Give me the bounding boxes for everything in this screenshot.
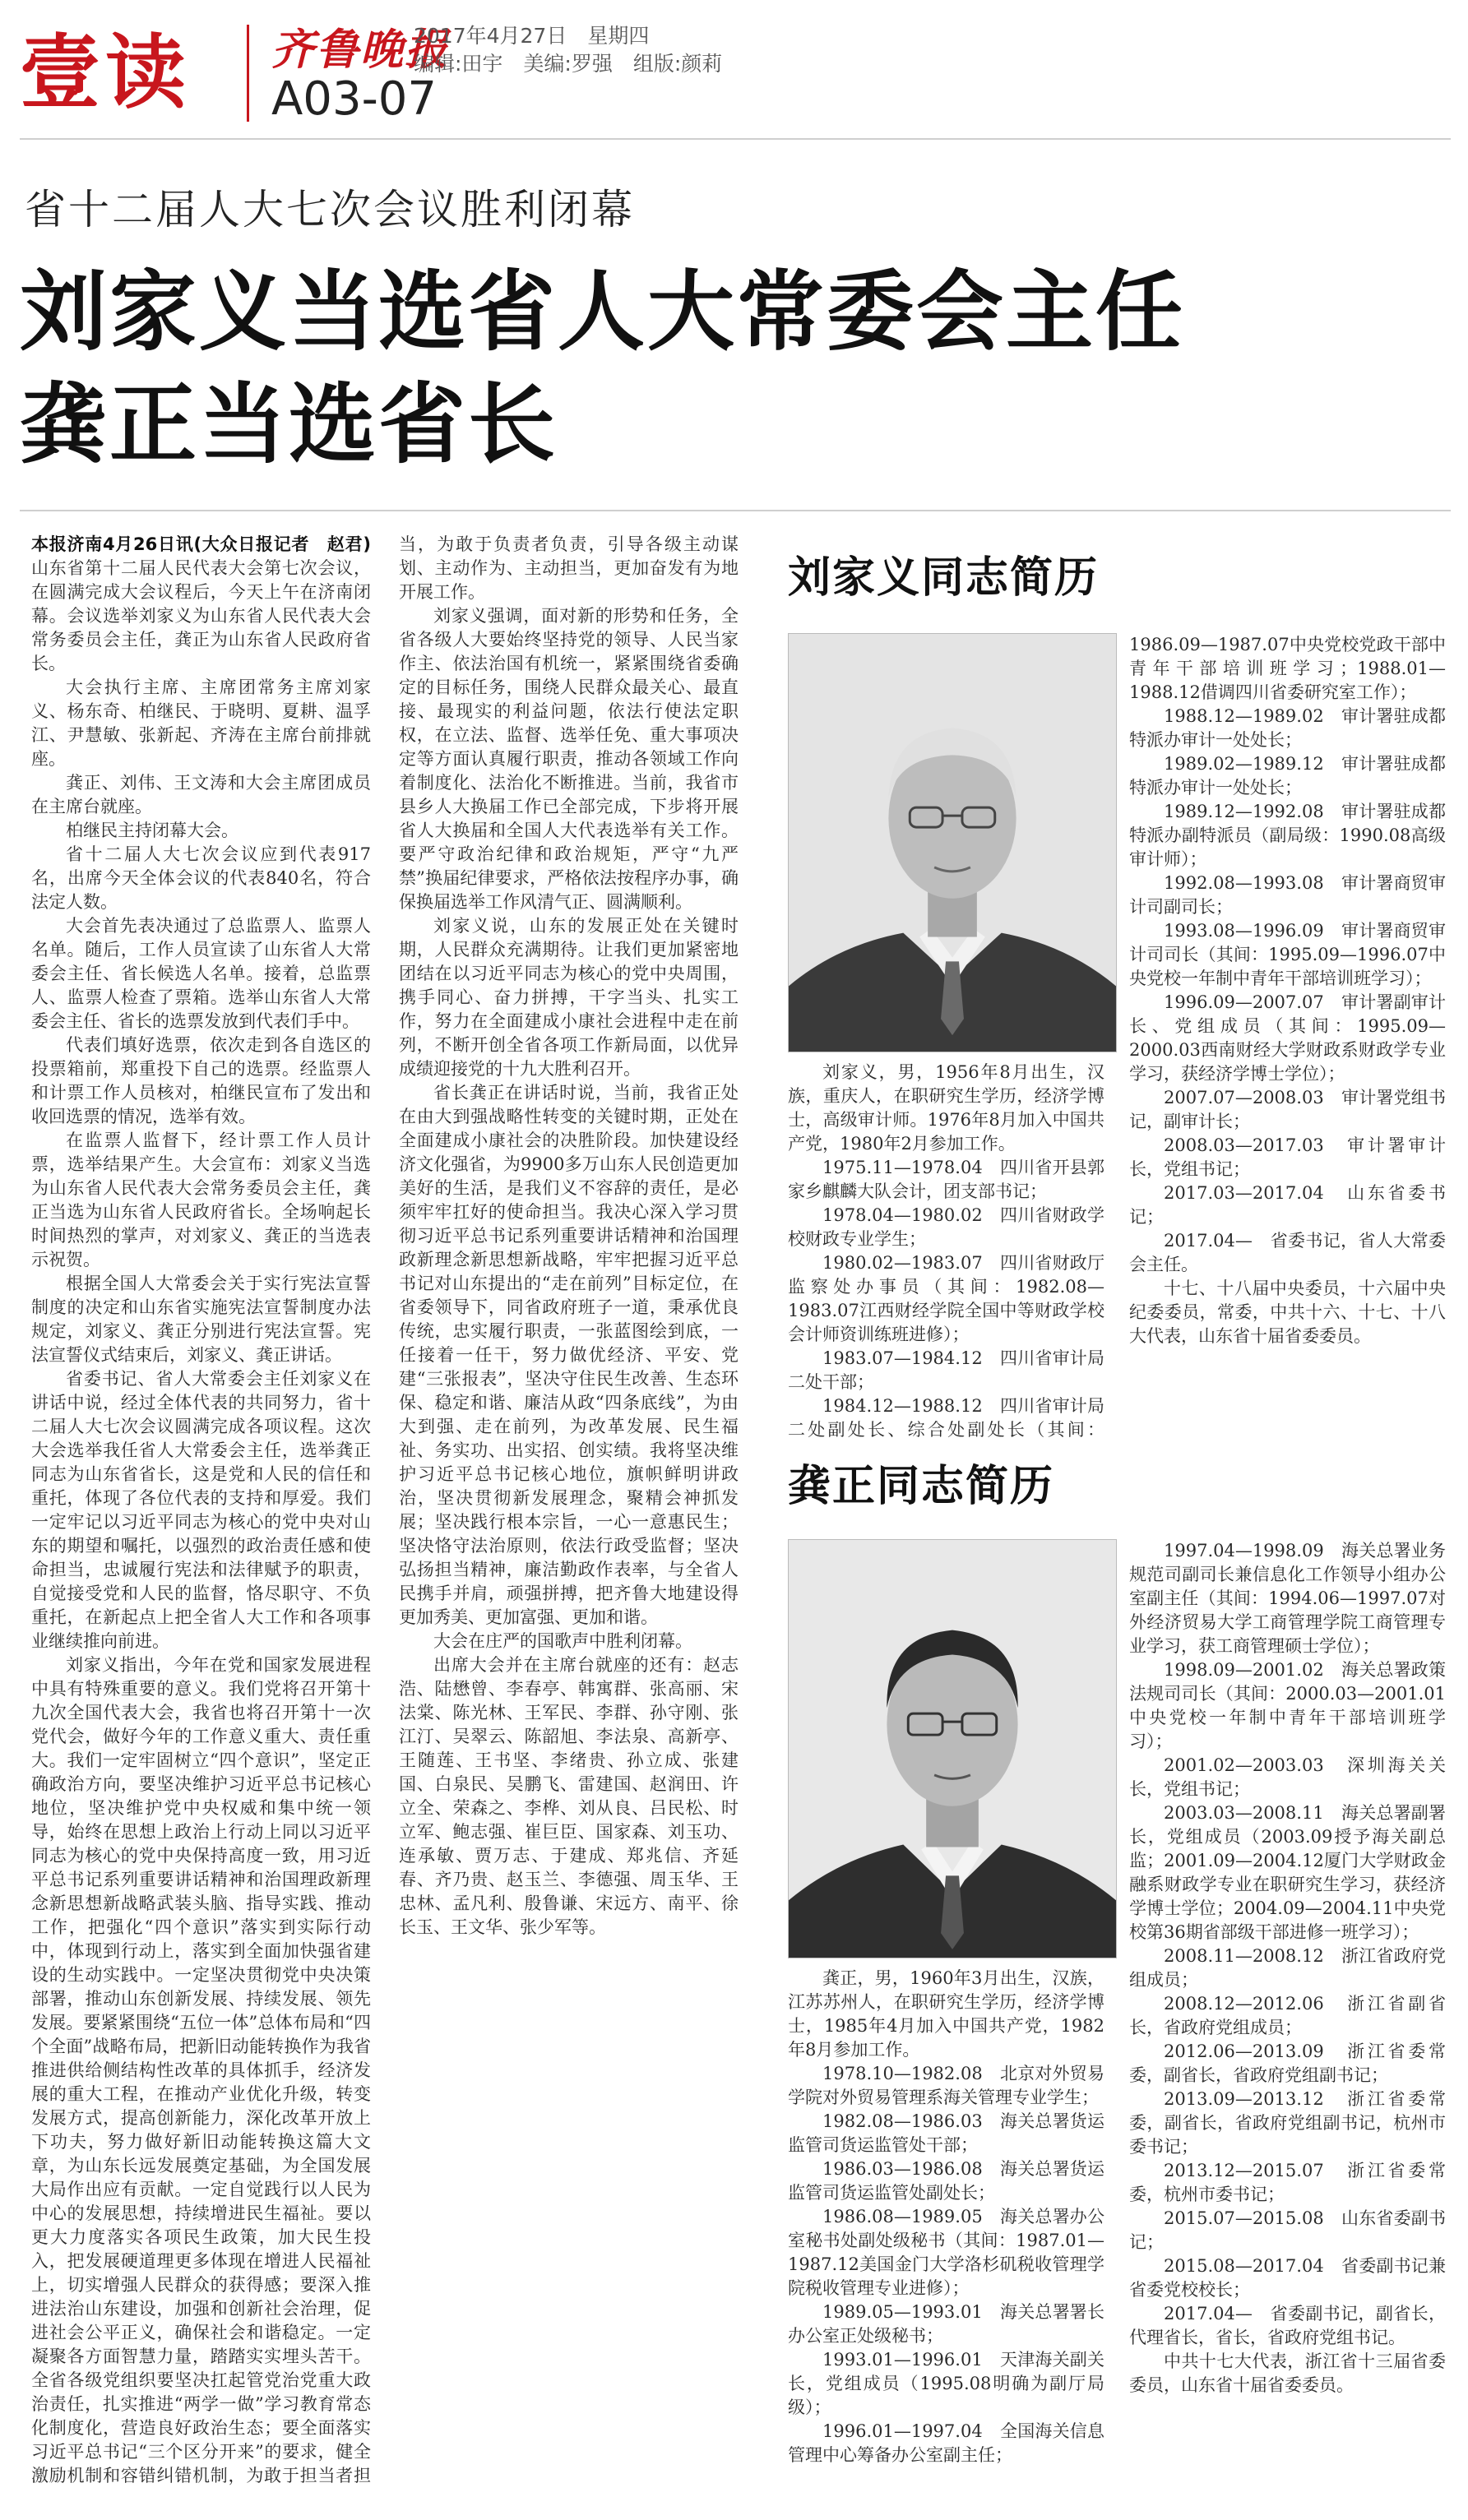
- page-number: A03-07: [271, 72, 438, 126]
- bio-entry: 1986.03—1986.08 海关总署货运监管司货运监管处副处长；: [788, 2159, 1104, 2203]
- bio-liu-body: [788, 633, 1446, 1455]
- bio-entry: 2017.04— 省委书记，省人大常委会主任。: [1129, 1231, 1446, 1274]
- bio-entry: 1978.04—1980.02 四川省财政学校财政专业学生；: [788, 1205, 1104, 1249]
- article-paragraph: 代表们填好选票，依次走到各自选区的投票箱前，郑重投下自己的选票。经监票人和计票工作人员核对，柏继民宣布了发出和收回选票的情况，选举有效。: [31, 1035, 371, 1126]
- bio-entry: 2008.03—2017.03 审计署审计长，党组书记；: [1129, 1135, 1446, 1179]
- section-name: 壹读: [20, 26, 192, 120]
- bio-liu-title: 刘家义同志简历: [788, 553, 1100, 603]
- bio-entry: 1975.11—1978.04 四川省开县郭家乡麒麟大队会计，团支部书记；: [788, 1158, 1104, 1201]
- article-lead-text: 山东省第十二届人民代表大会第七次会议，在圆满完成大会议程后，今天上午在济南闭幕。会议选举刘家义为山东省人民代表大会常务委员会主任，龚正为山东省人民政府省长。: [31, 558, 371, 673]
- article-paragraph: 根据全国人大常委会关于实行宪法宣誓制度的决定和山东省实施宪法宣誓制度办法规定，刘家义、龚正分别进行宪法宣誓。宪法宣誓仪式结束后，刘家义、龚正讲话。: [31, 1274, 371, 1365]
- headline-line-1: 刘家义当选省人大常委会主任: [20, 261, 1185, 363]
- article-paragraph: 刘家义指出，今年在党和国家发展进程中具有特殊重要的意义。我们党将召开第十九次全国代表大会，我省也将召开第十一次党代会，做好今年的工作意义重大、责任重大。我们一定牢固树立“四个意识”，坚定正确政治方向，要坚决维护习近平总书记核心地位，坚决维护党中央权威和集中统一领导，始终在思想上政治上行动上同以习近平同志为核心的党中央保持高度一致，用习近平总书记系列重要讲话精神和治国理政新理念新思想新战略武装头脑、指导实践、推动工作，把强化“四个意识”落实到实际行动中，体现到行动上，落实到全面加快强省建设的生动实践中。一定坚决贯彻党中央决策部署，推动山东创新发展、持续发展、领先发展。要紧紧围绕“五位一体”总体布局和“四个全面”战略布局，把新旧动能转换作为我省推进供给侧结构性改革的具体抓手，经济发展的重大工程，在推动产业优化升级，转变发展方式，提高创新能力，深化改革开放上下功夫，努力做好新旧动能转换这篇大文章，为山东长远发展奠定基础，为全国发展大局作出应有贡献。一定自觉践行以人民为中心的发展思想，持续增进民生福祉。要以更大力度落实各项民生政策，加大民生投入，把发展硬道理更多体现在增进人民福祉上，切实增强人民群众的获得感；要深入推进法治山东建设，加强和创新社会治理，促进社会公平正义，确保社会和谐稳定。一定凝聚各方面智慧力量，踏踏实实埋头苦干。全省各级党组织要坚决扛起管党治党重大政治责任，扎实推进“两学一做”学习教育常态化制度化，营造良好政治生态；要全面落实习近平总书记“三个区分开来”的要求，健全激励机制和容错纠错机制，为敢于担当者担当，为敢于负责者负责，引导各级主动谋划、主动作为、主动担当，更加奋发有为地开展工作。: [31, 534, 739, 2485]
- bio-entry: 2013.09—2013.12 浙江省委常委，副省长，省政府党组副书记，杭州市委书记；: [1129, 2089, 1446, 2157]
- bio-entry: 2017.04— 省委副书记，副省长，代理省长，省长，省政府党组书记。: [1129, 2304, 1446, 2347]
- article-paragraph: 在监票人监督下，经计票工作人员计票，选举结果产生。大会宣布：刘家义当选为山东省人民代表大会常务委员会主任，龚正当选为山东省人民政府省长。全场响起长时间热烈的掌声，对刘家义、龚正的当选表示祝贺。: [31, 1131, 371, 1269]
- article-paragraph: 省长龚正在讲话时说，当前，我省正处在由大到强战略性转变的关键时期，正处在全面建成小康社会的决胜阶段。加快建设经济文化强省，为9900多万山东人民创造更加美好的生活，是我们义不容辞的责任，是必须牢牢扛好的使命担当。我决心深入学习贯彻习近平总书记系列重要讲话精神和治国理政新理念新思想新战略，牢牢把握习近平总书记对山东提出的“走在前列”目标定位，在省委领导下，同省政府班子一道，秉承优良传统，忠实履行职责，一张蓝图绘到底，一任接着一任干，努力做优经济、平安、党建“三张报表”，坚决守住民生改善、生态环保、稳定和谐、廉洁从政“四条底线”，为由大到强、走在前列，为改革发展、民生福祉、务实功、出实招、创实绩。我将坚决维护习近平总书记核心地位，旗帜鲜明讲政治，坚决贯彻新发展理念，聚精会神抓发展；坚决践行根本宗旨，一心一意惠民生；坚决恪守法治原则，依法行政受监督；坚决弘扬担当精神，廉洁勤政作表率，与全省人民携手并肩，顽强拼搏，把齐鲁大地建设得更加秀美、更加富强、更加和谐。: [399, 1083, 739, 1627]
- masthead-divider: [247, 25, 249, 122]
- photo-spacer: [788, 1539, 1104, 1967]
- bio-entry: 1989.02—1989.12 审计署驻成都特派办审计一处处长；: [1129, 754, 1446, 798]
- bio-entry: 1996.01—1997.04 全国海关信息管理中心筹备办公室副主任；: [788, 2421, 1104, 2465]
- article-paragraph: 省十二届人大七次会议应到代表917名，出席今天全体会议的代表840名，符合法定人数。: [31, 844, 371, 912]
- bio-entry: 2012.06—2013.09 浙江省委常委，副省长，省政府党组副书记；: [1129, 2041, 1446, 2085]
- headline-rule: [20, 510, 1451, 511]
- bio-entry: 2008.11—2008.12 浙江省政府党组成员；: [1129, 1946, 1446, 1990]
- bio-entry: 1992.08—1993.08 审计署商贸审计司副司长；: [1129, 873, 1446, 917]
- bio-entry: 2015.08—2017.04 省委副书记兼省委党校校长；: [1129, 2256, 1446, 2300]
- headline-kicker: 省十二届人大七次会议胜利闭幕: [25, 186, 635, 234]
- bio-entry: 1984.12—1988.12 四川省审计局二处副处长、综合处副处长（其间：1986.09—1987.07中央党校党政干部中青年干部培训班学习；1988.01—1988.12借调四川省委研究室工作）；: [788, 635, 1446, 1440]
- bio-gong-body: [788, 1539, 1446, 2509]
- article-paragraph: 大会执行主席、主席团常务主席刘家义、杨东奇、柏继民、于晓明、夏耕、温孚江、尹慧敏、张新起、齐涛在主席台前排就座。: [31, 677, 371, 769]
- bio-entry: 中共十七大代表，浙江省十三届省委委员，山东省十届省委委员。: [1129, 2351, 1446, 2395]
- article-paragraph: 刘家义强调，面对新的形势和任务，全省各级人大要始终坚持党的领导、人民当家作主、依法治国有机统一，紧紧围绕省委确定的目标任务，围绕人民群众最关心、最直接、最现实的利益问题，依法行使法定职权，在立法、监督、选举任免、重大事项决定等方面认真履行职责，推动各领域工作向着制度化、法治化不断推进。当前，我省市县乡人大换届工作已全部完成，下步将开展省人大换届和全国人大代表选举有关工作。要严守政治纪律和政治规矩，严守“九严禁”换届纪律要求，严格依法按程序办事，确保换届选举工作风清气正、圆满顺利。: [399, 606, 739, 912]
- bio-entry: 十七、十八届中央委员，十六届中央纪委委员，常委，中共十六、十七、十八大代表，山东省十届省委委员。: [1129, 1278, 1446, 1346]
- edition-date: 2017年4月27日 星期四: [414, 24, 650, 48]
- bio-gong-intro: 龚正，男，1960年3月出生，汉族，江苏苏州人，在职研究生学历，经济学博士，1985年4月加入中国共产党，1982年8月参加工作。: [788, 1968, 1104, 2060]
- bio-entry: 1989.05—1993.01 海关总署署长办公室正处级秘书；: [788, 2302, 1104, 2346]
- bio-entry: 2017.03—2017.04 山东省委书记；: [1129, 1183, 1446, 1227]
- edition-editors: 编辑:田宇 美编:罗强 组版:颜莉: [414, 52, 723, 76]
- masthead: [0, 0, 1468, 140]
- bio-entry: 1996.09—2007.07 审计署副审计长、党组成员（其间：1995.09—2000.03西南财经大学财政系财政学专业学习，获经济学博士学位）；: [1129, 992, 1446, 1084]
- bio-entry: 1993.01—1996.01 天津海关副关长，党组成员（1995.08明确为副厅局级）；: [788, 2350, 1104, 2417]
- article-paragraph: 大会首先表决通过了总监票人、监票人名单。随后，工作人员宣读了山东省人大常委会主任、省长候选人名单。接着，总监票人、监票人检查了票箱。选举山东省人大常委会主任、省长的选票发放到代表们手中。: [31, 916, 371, 1031]
- bio-entry: 1993.08—1996.09 审计署商贸审计司司长（其间：1995.09—1996.07中央党校一年制中青年干部培训班学习）；: [1129, 921, 1446, 988]
- bio-entry: 1989.12—1992.08 审计署驻成都特派办副特派员（副局级：1990.08高级审计师）；: [1129, 802, 1446, 869]
- article-paragraph: 出席大会并在主席台就座的还有：赵志浩、陆懋曾、李春亭、韩寓群、张高丽、宋法棠、陈光林、王军民、李群、孙守刚、张江汀、吴翠云、陈韶旭、李法泉、高新亭、王随莲、王书坚、李绪贵、孙立成、张建国、白泉民、吴鹏飞、雷建国、赵润田、许立全、荣森之、李桦、刘从良、吕民松、时立军、鲍志强、崔巨臣、国家森、刘玉功、连承敏、贾万志、于建成、郑兆信、齐延春、齐乃贵、赵玉兰、李德强、周玉华、王忠林、孟凡利、殷鲁谦、宋远方、南平、徐长玉、王文华、张少军等。: [399, 1655, 739, 1937]
- bio-entry: 1983.07—1984.12 四川省审计局二处干部；: [788, 1348, 1104, 1392]
- bio-entry: 2008.12—2012.06 浙江省副省长，省政府党组成员；: [1129, 1994, 1446, 2037]
- bio-entry: 2001.02—2003.03 深圳海关关长，党组书记；: [1129, 1755, 1446, 1799]
- article-paragraph: 柏继民主持闭幕大会。: [66, 821, 238, 840]
- bio-entry: 1980.02—1983.07 四川省财政厅监察处办事员（其间：1982.08—1983.07江西财经学院全国中等财政学校会计师资训练班进修）；: [788, 1253, 1104, 1344]
- newspaper-logo: 齐鲁晚报: [271, 25, 450, 75]
- article-paragraph: 龚正、刘伟、王文涛和大会主席团成员在主席台就座。: [31, 773, 371, 816]
- headline-line-2: 龚正当选省长: [20, 374, 558, 475]
- article-lead: [31, 533, 371, 676]
- bio-entry: 1997.04—1998.09 海关总署业务规范司副司长兼信息化工作领导小组办公室副主任（其间：1994.06—1997.07对外经济贸易大学工商管理学院工商管理专业学习，获工商管理硕士学位）；: [1129, 1541, 1446, 1656]
- bio-gong-title: 龚正同志简历: [788, 1462, 1055, 1511]
- bio-entry: 1978.10—1982.08 北京对外贸易学院对外贸易管理系海关管理专业学生；: [788, 2064, 1104, 2107]
- bio-entry: 2013.12—2015.07 浙江省委常委，杭州市委书记；: [1129, 2161, 1446, 2204]
- bio-entry: 2015.07—2015.08 山东省委副书记；: [1129, 2208, 1446, 2252]
- article-paragraph: 刘家义说，山东的发展正处在关键时期，人民群众充满期待。让我们更加紧密地团结在以习近平同志为核心的党中央周围，携手同心、奋力拼搏，干字当头、扎实工作，努力在全面建成小康社会进程中走在前列，不断开创全省各项工作新局面，以优异成绩迎接党的十九大胜利召开。: [399, 916, 739, 1079]
- bio-entry: 1982.08—1986.03 海关总署货运监管司货运监管处干部；: [788, 2111, 1104, 2155]
- article-paragraphs: [31, 533, 739, 2506]
- article-paragraph: 大会在庄严的国歌声中胜利闭幕。: [433, 1631, 692, 1651]
- bio-liu-intro: 刘家义，男，1956年8月出生，汉族，重庆人，在职研究生学历，经济学博士，高级审计师。1976年8月加入中国共产党，1980年2月参加工作。: [788, 1062, 1104, 1154]
- bio-entry: 1986.08—1989.05 海关总署办公室秘书处副处级秘书（其间：1987.01—1987.12美国金门大学洛杉矶税收管理学院税收管理专业进修）；: [788, 2207, 1104, 2298]
- article-dateline: 本报济南4月26日讯(大众日报记者 赵君): [31, 534, 371, 554]
- masthead-rule: [20, 138, 1451, 140]
- bio-entry: 1998.09—2001.02 海关总署政策法规司司长（其间：2000.03—2001.01中央党校一年制中青年干部培训班学习）；: [1129, 1660, 1446, 1751]
- bio-entry: 2007.07—2008.03 审计署党组书记，副审计长；: [1129, 1088, 1446, 1131]
- bio-entry: 1988.12—1989.02 审计署驻成都特派办审计一处处长；: [1129, 706, 1446, 750]
- main-article: [31, 533, 739, 2506]
- article-paragraph: 省委书记、省人大常委会主任刘家义在讲话中说，经过全体代表的共同努力，省十二届人大七次会议圆满完成各项议程。这次大会选举我任省人大常委会主任，选举龚正同志为山东省省长，这是党和人民的信任和重托，体现了各位代表的支持和厚爱。我们一定牢记以习近平同志为核心的党中央对山东的期望和嘱托，以强烈的政治责任感和使命担当，忠诚履行宪法和法律赋予的职责，自觉接受党和人民的监督，恪尽职守、不负重托，在新起点上把全省人大工作和各项事业继续推向前进。: [31, 1369, 371, 1651]
- photo-spacer: [788, 633, 1104, 1061]
- bio-entry: 2003.03—2008.11 海关总署副署长，党组成员（2003.09授予海关副总监；2001.09—2004.12厦门大学财政金融系财政学专业在职研究生学习，获经济学博士学位；2004.09—2004.11中央党校第36期省部级干部进修一班学习）；: [1129, 1803, 1446, 1942]
